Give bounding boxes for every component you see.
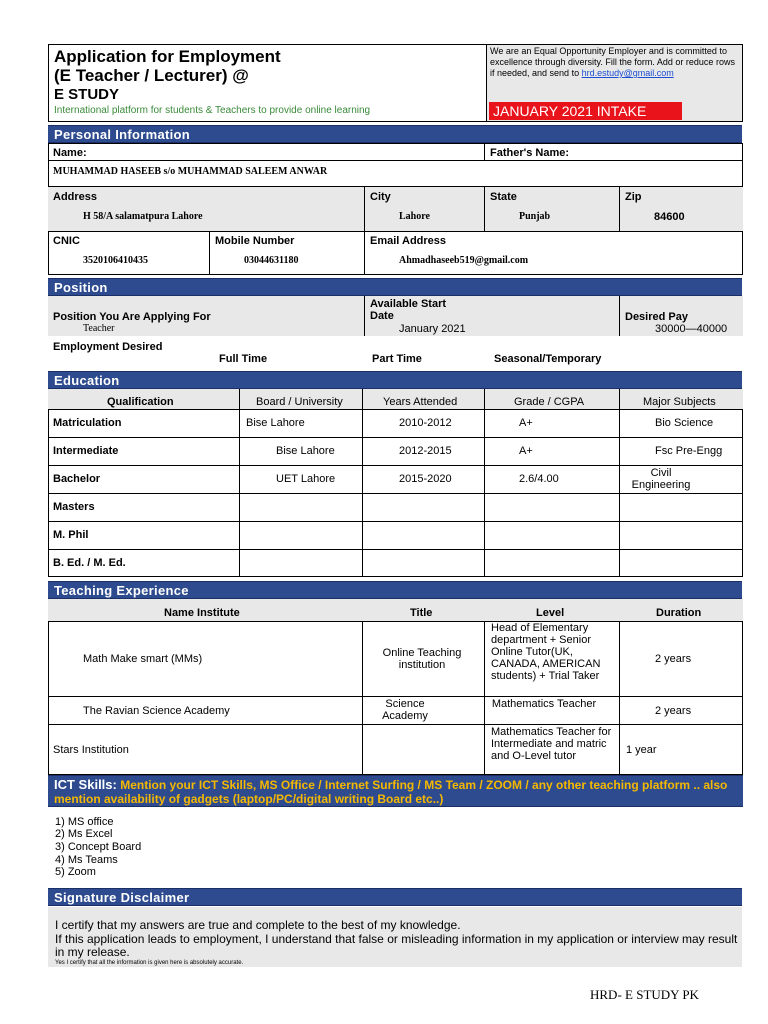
- edu-header-grade: Grade / CGPA: [514, 396, 585, 408]
- teach-duration[interactable]: 2 years: [655, 653, 692, 665]
- section-teaching-experience: [48, 581, 742, 599]
- intake-badge: [489, 102, 682, 120]
- teach-title[interactable]: Online Teaching institution: [382, 647, 462, 671]
- position-applying-label: Position You Are Applying For: [53, 311, 211, 323]
- teach-header-institute: Name Institute: [164, 607, 240, 619]
- form-title-line-3: E STUDY: [54, 86, 120, 103]
- teach-col-line: [484, 621, 485, 775]
- edu-qualification: Intermediate: [53, 445, 119, 457]
- desired-pay-value[interactable]: 30000—40000: [655, 323, 728, 335]
- teach-header-level: Level: [536, 607, 565, 619]
- section-title: Personal Information: [54, 127, 191, 142]
- teach-level[interactable]: Mathematics Teacher: [491, 698, 597, 710]
- start-date-label-1: Available Start: [370, 298, 447, 310]
- contact-col-1: [209, 231, 210, 275]
- teaching-header-bg: [48, 599, 743, 621]
- ict-item[interactable]: 4) Ms Teams: [55, 854, 118, 866]
- edu-qualification: M. Phil: [53, 529, 89, 541]
- edu-col-line: [619, 389, 620, 577]
- edu-board[interactable]: Bise Lahore: [276, 445, 335, 457]
- certify-line: I certify that my answers are true and complete to the best of my knowledge.: [55, 918, 461, 932]
- edu-qualification: Bachelor: [53, 473, 101, 485]
- edu-row-line: [48, 465, 743, 466]
- edu-grade[interactable]: A+: [519, 445, 533, 457]
- footer-label: HRD- E STUDY PK: [590, 987, 699, 1002]
- hr-email-link[interactable]: hrd.estudy@gmail.com: [581, 68, 674, 78]
- edu-row-line: [48, 437, 743, 438]
- address-col-1: [364, 187, 365, 231]
- edu-subjects[interactable]: Fsc Pre-Engg: [655, 445, 723, 457]
- form-title-line-2: (E Teacher / Lecturer) @: [54, 66, 249, 85]
- cnic-value[interactable]: 3520106410435: [83, 255, 148, 266]
- state-value[interactable]: Punjab: [519, 211, 551, 222]
- teach-institute[interactable]: Stars Institution: [53, 744, 129, 756]
- tagline: International platform for students & Teachers to provide online learning: [54, 105, 371, 116]
- notice-text: We are an Equal Opportunity Employer and is committed to excellence through diversity. Fill the form. Add or reduce rows if needed, and send to: [490, 46, 735, 78]
- edu-qualification: Masters: [53, 501, 95, 513]
- city-label: City: [370, 191, 391, 203]
- start-date-label-2: Date: [370, 310, 394, 322]
- mobile-value[interactable]: 03044631180: [244, 255, 299, 266]
- edu-grade[interactable]: 2.6/4.00: [519, 473, 559, 485]
- section-title: Signature Disclaimer: [54, 890, 190, 905]
- edu-row-line: [48, 549, 743, 550]
- header-divider: [486, 44, 487, 122]
- section-personal-information: [48, 125, 742, 143]
- address-value[interactable]: H 58/A salamatpura Lahore: [83, 211, 203, 222]
- email-value[interactable]: Ahmadhaseeb519@gmail.com: [399, 255, 529, 266]
- edu-row-line: [48, 521, 743, 522]
- teach-col-line: [619, 621, 620, 775]
- section-signature-disclaimer: [48, 888, 742, 906]
- contact-col-2: [364, 231, 365, 275]
- teach-level[interactable]: Head of Elementary department + Senior Online Tutor(UK, CANADA, AMERICAN students) + Trial Taker: [491, 622, 601, 682]
- teach-row-line: [48, 696, 743, 697]
- teach-duration[interactable]: 1 year: [626, 744, 657, 756]
- ict-prompt: Mention your ICT Skills, MS Office / Internet Surfing / MS Team / ZOOM / any other teaching platform .. also mention availability of gadgets (laptop/PC/digital writing Board etc..): [54, 778, 728, 806]
- ict-item[interactable]: 2) Ms Excel: [55, 828, 113, 840]
- section-title: Position: [54, 280, 108, 295]
- father-name-label: Father's Name:: [490, 147, 570, 159]
- teach-row-line: [48, 724, 743, 725]
- address-label: Address: [53, 191, 98, 203]
- ict-item[interactable]: 1) MS office: [55, 816, 114, 828]
- edu-header-qualification: Qualification: [107, 396, 174, 408]
- name-label: Name:: [53, 147, 87, 159]
- ict-skills-text: [54, 778, 738, 806]
- mobile-label: Mobile Number: [215, 235, 295, 247]
- edu-col-line: [484, 389, 485, 577]
- email-label: Email Address: [370, 235, 447, 247]
- teach-header-duration: Duration: [656, 607, 702, 619]
- edu-header-subjects: Major Subjects: [643, 396, 716, 408]
- teach-header-title: Title: [410, 607, 433, 619]
- employment-desired-label: Employment Desired: [53, 341, 163, 353]
- teach-duration[interactable]: 2 years: [655, 705, 692, 717]
- equal-opportunity-notice: [490, 46, 740, 79]
- name-row-divider: [48, 160, 743, 161]
- edu-header-years: Years Attended: [383, 396, 458, 408]
- intake-text: JANUARY 2021 INTAKE: [493, 103, 647, 119]
- teach-title[interactable]: Science Academy: [382, 698, 428, 722]
- ict-label: ICT Skills:: [54, 777, 117, 792]
- teach-institute[interactable]: The Ravian Science Academy: [83, 705, 230, 717]
- zip-label: Zip: [625, 191, 642, 203]
- cnic-label: CNIC: [53, 235, 80, 247]
- edu-subjects[interactable]: Bio Science: [655, 417, 714, 429]
- teach-col-line: [362, 621, 363, 775]
- position-col-2: [619, 296, 620, 336]
- teach-institute[interactable]: Math Make smart (MMs): [83, 653, 203, 665]
- option-part-time[interactable]: Part Time: [372, 353, 422, 365]
- edu-qualification: Matriculation: [53, 417, 122, 429]
- edu-years[interactable]: 2012-2015: [399, 445, 452, 457]
- desired-pay-label: Desired Pay: [625, 311, 688, 323]
- form-title-line-1: Application for Employment: [54, 47, 281, 66]
- city-value[interactable]: Lahore: [399, 211, 430, 222]
- ict-skills-bar: [48, 775, 743, 807]
- edu-col-line: [239, 389, 240, 577]
- start-date-value[interactable]: January 2021: [399, 323, 466, 335]
- edu-qualification: B. Ed. / M. Ed.: [53, 557, 126, 569]
- address-col-3: [619, 187, 620, 231]
- name-table: [48, 143, 743, 187]
- ict-item[interactable]: 3) Concept Board: [55, 841, 142, 853]
- edu-years[interactable]: 2010-2012: [399, 417, 452, 429]
- position-applying-value[interactable]: Teacher: [83, 323, 115, 334]
- section-position: [48, 278, 742, 296]
- edu-grade[interactable]: A+: [519, 417, 533, 429]
- accuracy-statement[interactable]: Yes I certify that all the information is given here is absolutely accurate.: [55, 960, 244, 966]
- position-col-1: [364, 296, 365, 336]
- name-value[interactable]: MUHAMMAD HASEEB s/o MUHAMMAD SALEEM ANWAR: [53, 166, 328, 177]
- name-col-divider: [484, 143, 485, 161]
- state-label: State: [490, 191, 517, 203]
- release-line: If this application leads to employment, I understand that false or misleading information in my application or interview may result in my release.: [55, 932, 738, 959]
- option-full-time[interactable]: Full Time: [219, 353, 268, 365]
- option-seasonal[interactable]: Seasonal/Temporary: [494, 353, 602, 365]
- section-title: Teaching Experience: [54, 583, 189, 598]
- zip-value[interactable]: 84600: [654, 211, 685, 223]
- ict-item[interactable]: 5) Zoom: [55, 866, 96, 878]
- edu-header-board: Board / University: [256, 396, 343, 408]
- address-col-2: [484, 187, 485, 231]
- section-title: Education: [54, 373, 120, 388]
- teach-level[interactable]: Mathematics Teacher for Intermediate and matric and O-Level tutor: [491, 726, 612, 762]
- section-education: [48, 371, 742, 389]
- edu-row-line: [48, 493, 743, 494]
- edu-years[interactable]: 2015-2020: [399, 473, 452, 485]
- edu-board[interactable]: UET Lahore: [276, 473, 336, 485]
- edu-board[interactable]: Bise Lahore: [246, 417, 305, 429]
- edu-col-line: [362, 389, 363, 577]
- edu-subjects[interactable]: Civil Engineering: [631, 467, 691, 491]
